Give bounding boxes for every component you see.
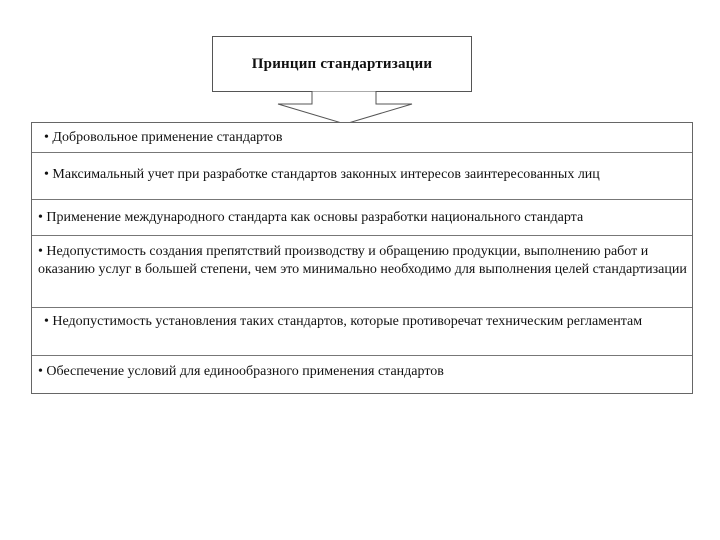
title-box [212,36,472,92]
list-item: • Обеспечение условий для единообразного применения стандартов [32,355,692,393]
list-item: • Максимальный учет при разработке стандартов законных интересов заинтересованных лиц [32,152,692,199]
list-item: • Недопустимость установления таких стандартов, которые противоречат техническим регламентам [32,307,692,355]
list-item: • Применение международного стандарта как основы разработки национального стандарта [32,199,692,235]
down-arrow-icon [270,91,420,125]
diagram-title: Принцип стандартизации [251,55,433,72]
list-item: • Добровольное применение стандартов [44,130,283,145]
list-item: • Недопустимость создания препятствий производству и обращению продукции, выполнению работ и оказанию услуг в большей степени, чем это минимально необходимо для выполнения целей стандартизации [32,235,692,307]
principles-list [31,122,693,394]
